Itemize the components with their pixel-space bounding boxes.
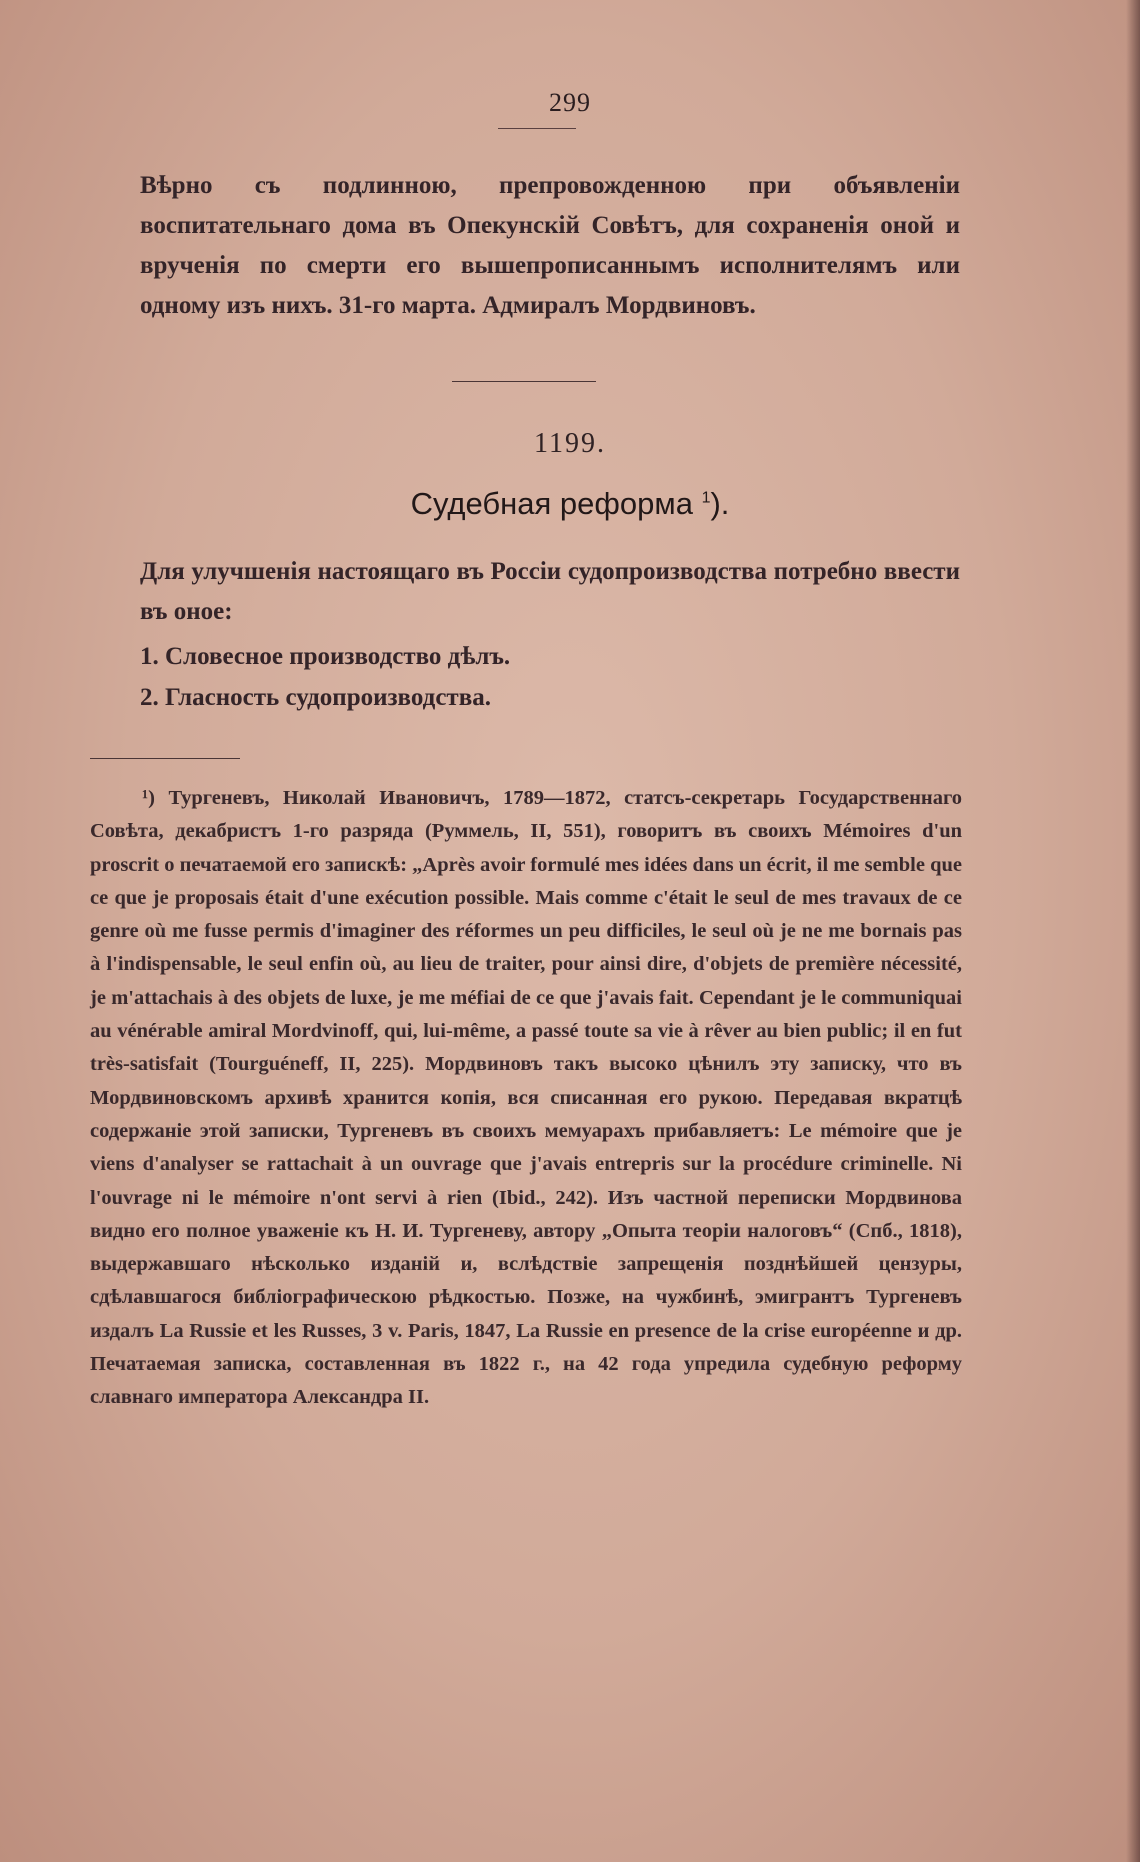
list-item: 1. Словесное производство дѣлъ. [140,643,511,670]
page-edge-shadow [1126,0,1140,1862]
footnote [90,782,962,1415]
document-title [0,486,1140,522]
page-number: 299 [549,88,591,117]
continuation-paragraph: Вѣрно съ подлинною, препровожденною при объявленіи воспитательнаго дома въ Опекунскій Совѣтъ, для сохраненія оной и врученія по смерти его вышепрописаннымъ исполнителямъ или одному изъ нихъ. 31-го марта. Адмиралъ Мордвиновъ. [140,172,960,319]
title-footnote-ref: 1 [701,489,711,507]
reform-list [140,636,960,718]
page-number-rule [498,128,576,129]
footnote-marker: ¹) [142,787,155,809]
intro-paragraph: Для улучшенія настоящаго въ Россіи судопроизводства потребно ввести въ оное: [140,558,960,625]
document-number: 1199. [534,428,606,459]
section-separator [452,381,596,382]
list-item: 2. Гласность судопроизводства. [140,684,491,711]
footnote-text: Тургеневъ, Николай Ивановичъ, 1789—1872, статсъ-секретарь Государственнаго Совѣта, декабристъ 1-го разряда (Руммель, II, 551), говоритъ въ своихъ Mémoires d'un proscrit о печатаемой его запискѣ: „Après avoir formulé mes idées dans un écrit, il me semble que ce que je proposais était d'une exécution possible. Mais comme c'était le seul de mes travaux de ce genre où me fusse permis d'imaginer des réformes un peu difficiles, le seul où je ne me bornais pas à l'indispensable, le seul enfin où, au lieu de traiter, pour ainsi dire, d'objets de première nécessité, je m'attachais à des objets de luxe, je me méfiai de ce que j'avais fait. Cependant je le communiquai au vénérable amiral Mordvinoff, qui, lui-même, a passé toute sa vie à rêver au bien public; il en fut très-satisfait (Tourguéneff, II, 225). Мордвиновъ такъ высоко цѣнилъ эту записку, что въ Мордвиновскомъ архивѣ хранится копія, вся списанная его рукою. Передавая вкратцѣ содержаніе этой записки, Тургеневъ въ своихъ мемуарахъ прибавляетъ: Le mémoire que je viens d'analyser se rattachait à un ouvrage que j'avais entrepris sur la procédure criminelle. Ni l'ouvrage ni le mémoire n'ont servi à rien (Ibid., 242). Изъ частной переписки Мордвинова видно его полное уваженіе къ Н. И. Тургеневу, автору „Опыта теоріи налоговъ“ (Спб., 1818), выдержавшаго нѣсколько изданій и, вслѣдствіе запрещенія позднѣйшей цензуры, сдѣлавшагося библіографическою рѣдкостью. Позже, на чужбинѣ, эмигрантъ Тургеневъ издалъ La Russie et les Russes, 3 v. Paris, 1847, La Russie en presence de la crise européenne и др. Печатаемая записка, составленная въ 1822 г., на 42 года упредила судебную реформу славнаго императора Александра II. [90,787,963,1409]
title-text: Судебная реформа [410,486,693,521]
title-end: ). [710,486,730,521]
footnote-rule [90,758,240,759]
